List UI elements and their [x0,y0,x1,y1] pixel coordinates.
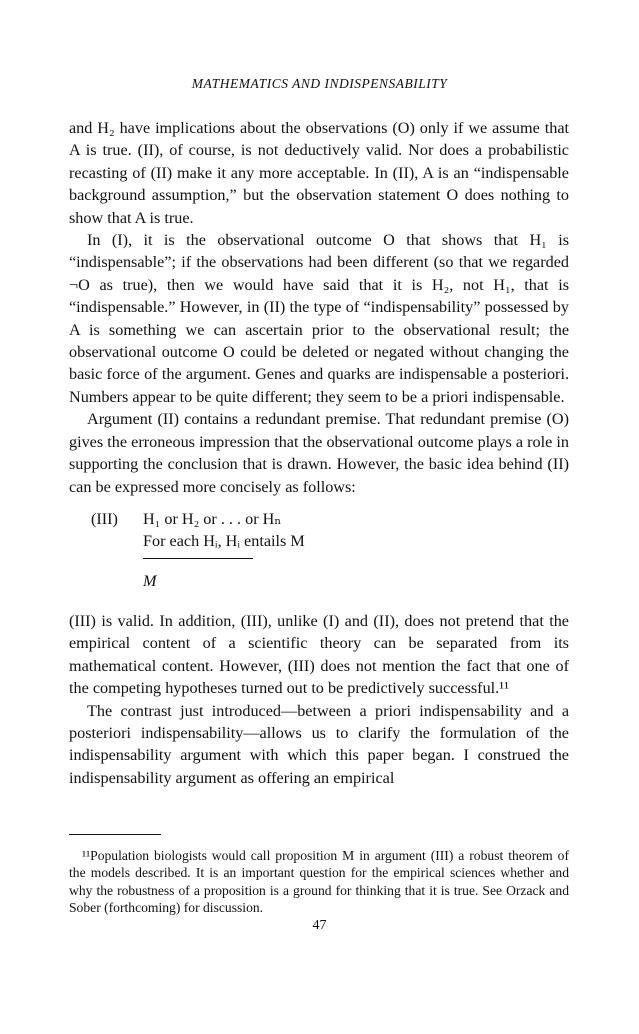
running-head: MATHEMATICS AND INDISPENSABILITY [191,76,448,91]
argument-III [69,508,569,604]
footnote-11 [69,847,569,917]
page-number: 47 [312,918,327,933]
paragraph-1: and H₂ have implications about the observations (O) only if we assume that A is true. (II), of course, is not deductively valid. Nor does a probabilistic recasting of (II) make it any more acceptable. In (II), A is an “indispensable background assumption,” but the observation statement O does nothing to show that A is true. [69,119,569,227]
paragraph-2: In (I), it is the observational outcome O that shows that H₁ is “indispensable”; if the observations had been different (so that we regarded ¬O as true), then we would have said that it is H₂, not H₁, that is “indispensable.” However, in (II) the type of “indispensability” possessed by A is something we can ascertain prior to the observational result; the observational outcome O could be deleted or negated without changing the basic force of the argument. Genes and quarks are indispensable a posteriori. Numbers appear to be quite different; they seem to be a priori indispensable. [69,231,569,406]
paragraph-4: (III) is valid. In addition, (III), unlike (I) and (II), does not pretend that the empirical content of a scientific theory can be separated from its mathematical content. However, (III) does not mention the fact that one of the competing hypotheses turned out to be predictively successful.¹¹ [69,611,569,698]
argument-conclusion: M [143,571,157,590]
argument-premise-2: For each Hᵢ, Hᵢ entails M [143,531,305,550]
main-text [69,117,569,789]
inference-line [143,558,253,559]
footnote-rule [69,834,161,835]
argument-premise-1: H₁ or H₂ or . . . or Hₙ [143,509,282,528]
footnote-text: ¹¹Population biologists would call proposition M in argument (III) a robust theorem of the models described. It is an important question for the empirical sciences whether and why the robustness of a proposition is a ground for thinking that it is true. See Orzack and Sober (forthcoming) for discussion. [69,848,569,916]
paragraph-3: Argument (II) contains a redundant premise. That redundant premise (O) gives the erroneous impression that the observational outcome plays a role in supporting the conclusion that is drawn. However, the basic idea behind (II) can be expressed more concisely as follows: [69,410,569,496]
argument-label: (III) [91,509,118,528]
paragraph-5: The contrast just introduced—between a priori indispensability and a posteriori indispensability—allows us to clarify the formulation of the indispensability argument with which this paper began. I construed the indispensability argument as offering an empirical [69,701,569,787]
